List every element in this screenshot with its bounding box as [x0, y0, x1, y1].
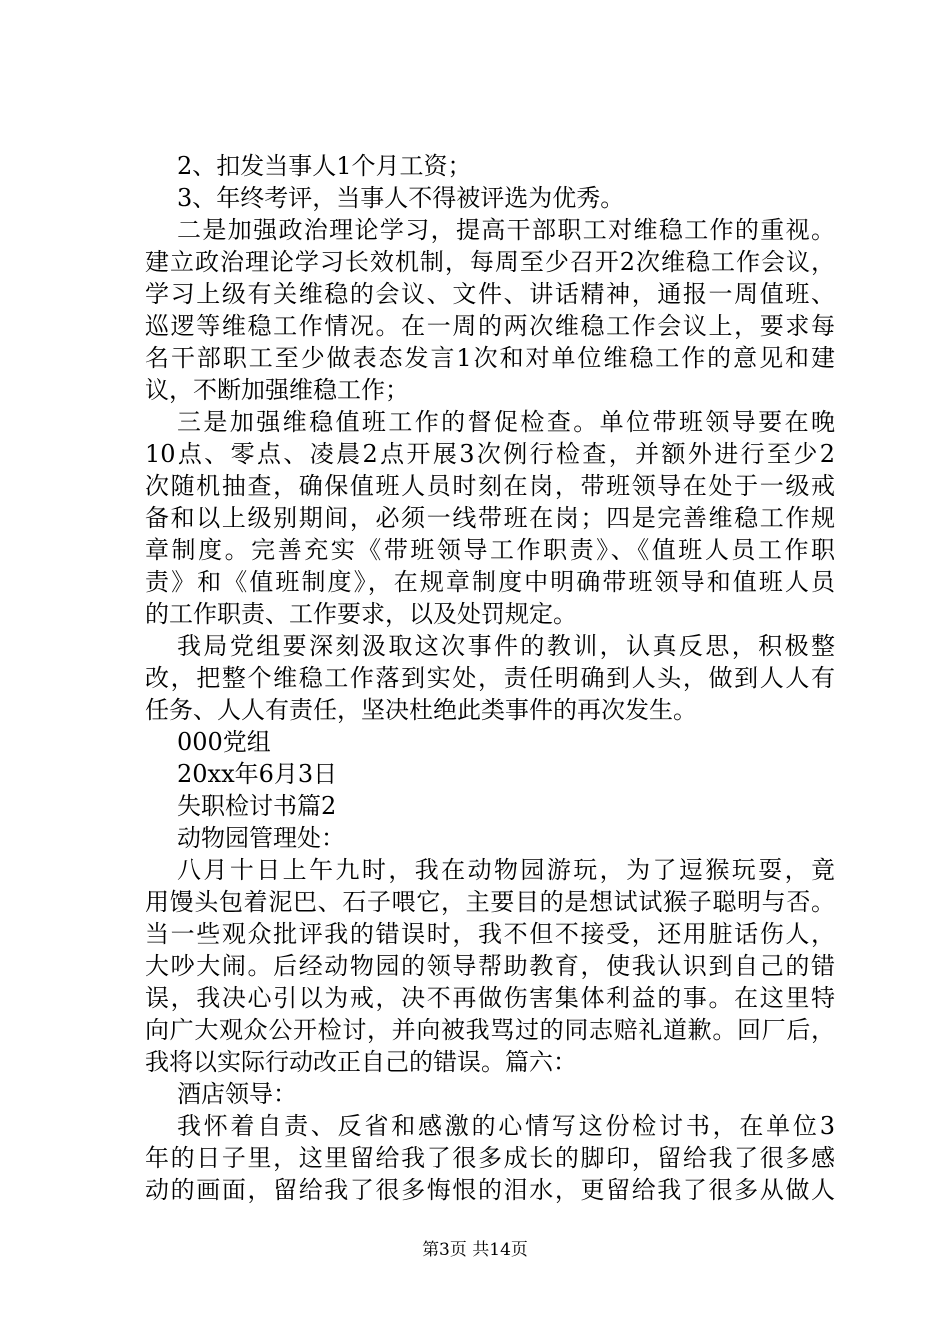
text-line: 2、扣发当事人1个月工资； — [177, 152, 472, 180]
text-line: 备和以上级别期间，必须一线带班在岗；四是完善维稳工作规 — [145, 504, 835, 532]
signature-date: 20xx年6月3日 — [177, 760, 338, 788]
text-line: 议，不断加强维稳工作； — [145, 376, 409, 404]
text-line: 学习上级有关维稳的会议、文件、讲话精神，通报一周值班、 — [145, 280, 835, 308]
text-line: 用馒头包着泥巴、石子喂它，主要目的是想试试猴子聪明与否。 — [145, 888, 835, 916]
text-line: 二是加强政治理论学习，提高干部职工对维稳工作的重视。 — [177, 216, 835, 244]
text-line: 八月十日上午九时，我在动物园游玩，为了逗猴玩耍，竟 — [177, 856, 835, 884]
text-line: 次随机抽查，确保值班人员时刻在岗，带班领导在处于一级戒 — [145, 472, 835, 500]
text-line: 建立政治理论学习长效机制，每周至少召开2次维稳工作会议， — [145, 248, 835, 276]
text-line: 我怀着自责、反省和感激的心情写这份检讨书，在单位3 — [177, 1112, 835, 1140]
text-line: 责》和《值班制度》，在规章制度中明确带班领导和值班人员 — [145, 568, 835, 596]
text-line: 任务、人人有责任，坚决杜绝此类事件的再次发生。 — [145, 696, 697, 724]
text-line: 10点、零点、凌晨2点开展3次例行检查，并额外进行至少2 — [145, 440, 835, 468]
text-line: 误，我决心引以为戒，决不再做伤害集体利益的事。在这里特 — [145, 984, 835, 1012]
salutation: 动物园管理处： — [177, 824, 345, 852]
text-line: 名干部职工至少做表态发言1次和对单位维稳工作的意见和建 — [145, 344, 835, 372]
text-line: 的工作职责、工作要求，以及处罚规定。 — [145, 600, 577, 628]
text-line: 巡逻等维稳工作情况。在一周的两次维稳工作会议上，要求每 — [145, 312, 835, 340]
text-line: 当一些观众批评我的错误时，我不但不接受，还用脏话伤人， — [145, 920, 835, 948]
page-number-footer: 第3页 共14页 — [422, 1240, 528, 1260]
salutation: 酒店领导： — [177, 1080, 297, 1108]
text-line: 我将以实际行动改正自己的错误。篇六： — [145, 1048, 577, 1076]
text-line: 章制度。完善充实《带班领导工作职责》、《值班人员工作职 — [145, 536, 835, 564]
text-line: 向广大观众公开检讨，并向被我骂过的同志赔礼道歉。回厂后， — [145, 1016, 835, 1044]
text-line: 动的画面，留给我了很多悔恨的泪水，更留给我了很多从做人 — [145, 1176, 835, 1204]
signature-org: 000党组 — [177, 728, 271, 756]
text-line: 大吵大闹。后经动物园的领导帮助教育，使我认识到自己的错 — [145, 952, 835, 980]
text-line: 改，把整个维稳工作落到实处，责任明确到人头，做到人人有 — [145, 664, 835, 692]
text-line: 我局党组要深刻汲取这次事件的教训，认真反思，积极整 — [177, 632, 835, 660]
text-line: 三是加强维稳值班工作的督促检查。单位带班领导要在晚 — [177, 408, 835, 436]
text-line: 3、年终考评，当事人不得被评选为优秀。 — [177, 184, 625, 212]
document-body — [145, 150, 835, 1206]
section-heading: 失职检讨书篇2 — [177, 792, 337, 820]
text-line: 年的日子里，这里留给我了很多成长的脚印，留给我了很多感 — [145, 1144, 835, 1172]
